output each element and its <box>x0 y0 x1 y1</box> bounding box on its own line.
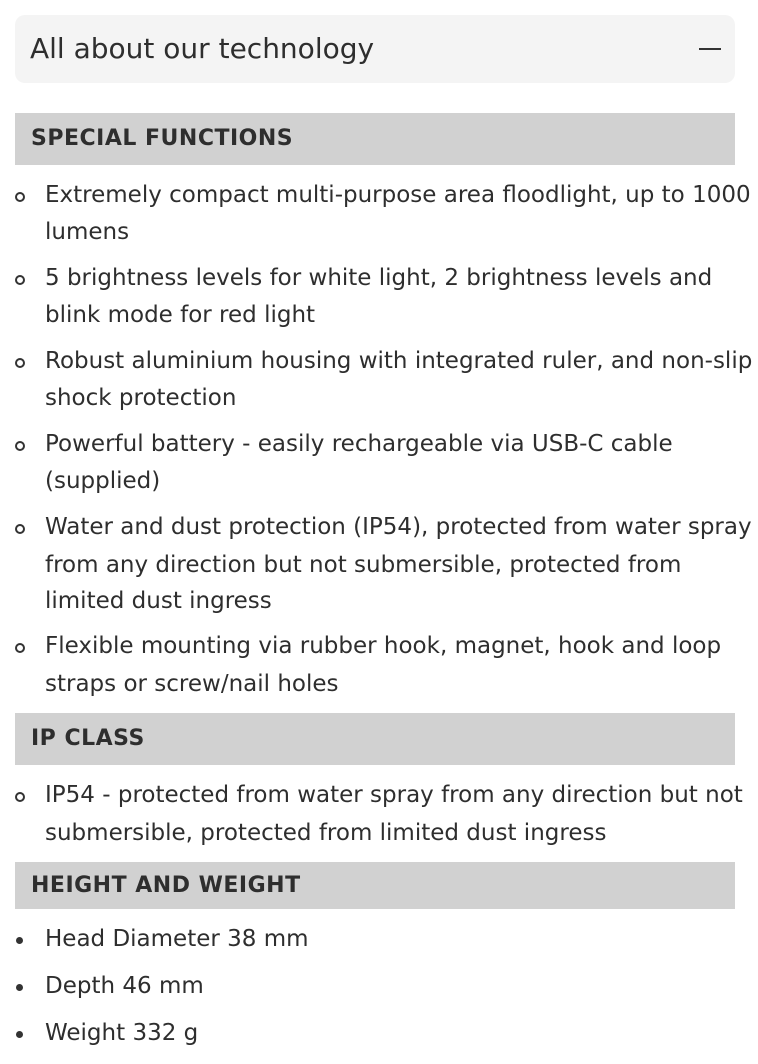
list-item-text: submersible, protected from limited dust ingress <box>45 820 607 846</box>
list-item-text: lumens <box>45 219 130 245</box>
bullet-filled-circle-icon <box>16 937 23 944</box>
list-item-text: from any direction but not submersible, protected from <box>45 552 682 578</box>
list-item-text: 5 brightness levels for white light, 2 brightness levels and <box>45 265 713 291</box>
list-item-text: shock protection <box>45 385 237 411</box>
list-item-text: Extremely compact multi-purpose area floodlight, up to 1000 <box>45 182 751 208</box>
accordion-title: All about our technology <box>30 32 375 65</box>
list-item-text: IP54 - protected from water spray from any direction but not <box>45 782 743 808</box>
list-item-text: (supplied) <box>45 468 161 494</box>
accordion-header[interactable] <box>15 15 735 83</box>
bullet-filled-circle-icon <box>16 1031 23 1038</box>
list-item-text: Powerful battery - easily rechargeable via USB-C cable <box>45 431 673 457</box>
list-item-text: Flexible mounting via rubber hook, magnet, hook and loop <box>45 633 722 659</box>
bullet-open-circle-icon <box>15 441 25 451</box>
bullet-open-circle-icon <box>15 524 25 534</box>
section-header-ip-class: IP CLASS <box>15 713 735 765</box>
list-item-text: straps or screw/nail holes <box>45 671 339 697</box>
bullet-open-circle-icon <box>15 792 25 802</box>
list-item-text: Robust aluminium housing with integrated ruler, and non-slip <box>45 348 753 374</box>
bullet-open-circle-icon <box>15 275 25 285</box>
list-item-text: Weight 332 g <box>45 1020 199 1046</box>
list-item-text: Head Diameter 38 mm <box>45 926 309 952</box>
section-header-special-functions: SPECIAL FUNCTIONS <box>15 113 735 165</box>
minus-icon[interactable] <box>699 48 721 50</box>
list-item-text: limited dust ingress <box>45 588 272 614</box>
list-item-text: Water and dust protection (IP54), protected from water spray <box>45 514 752 540</box>
bullet-open-circle-icon <box>15 643 25 653</box>
list-item-text: blink mode for red light <box>45 302 316 328</box>
section-header-height-and-weight: HEIGHT AND WEIGHT <box>15 862 735 909</box>
bullet-open-circle-icon <box>15 192 25 202</box>
bullet-open-circle-icon <box>15 358 25 368</box>
bullet-filled-circle-icon <box>16 984 23 991</box>
list-item-text: Depth 46 mm <box>45 973 204 999</box>
